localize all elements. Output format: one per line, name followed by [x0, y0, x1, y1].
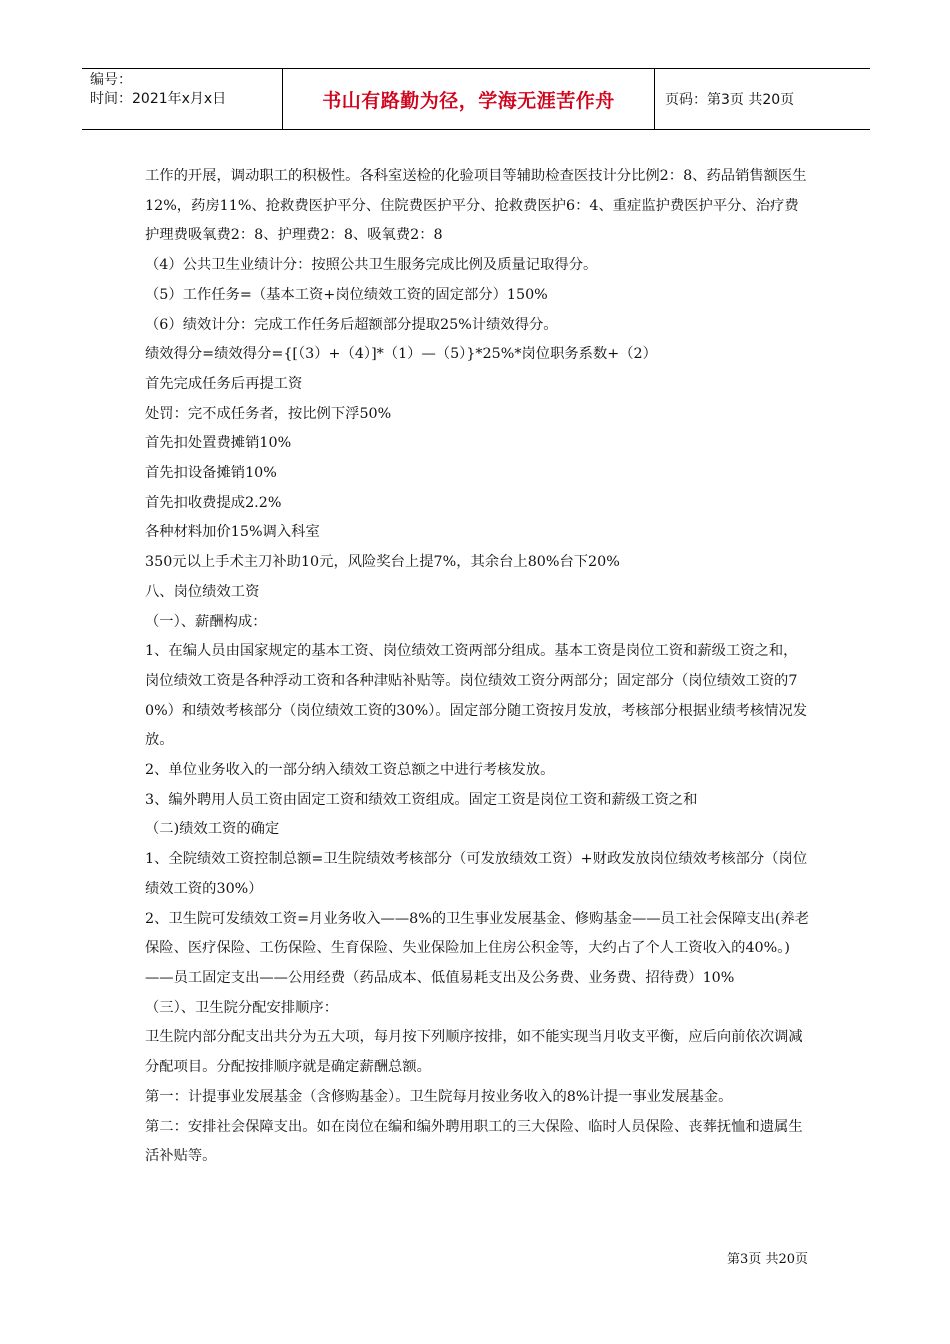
paragraph: （6）绩效计分：完成工作任务后超额部分提取25%计绩效得分。	[145, 316, 558, 333]
paragraph: 首先扣处置费摊销10%	[145, 435, 292, 452]
paragraph: 卫生院内部分配支出共分为五大项，每月按下列顺序按排，如不能实现当月收支平衡，应后向前依次调减分配项目。分配按排顺序就是确定薪酬总额。	[145, 1029, 803, 1076]
page-footer-number: 第3页 共20页	[727, 1252, 808, 1267]
paragraph: 第二：安排社会保障支出。如在岗位在编和编外聘用职工的三大保险、临时人员保险、丧葬抚恤和遗属生活补贴等。	[145, 1118, 803, 1165]
document-number-label: 编号：	[90, 72, 132, 88]
paragraph: 2、卫生院可发绩效工资=月业务收入——8%的卫生事业发展基金、修购基金——员工社会保障支出(养老保险、医疗保险、工伤保险、生育保险、失业保险加上住房公积金等，大约占了个人工资收入的40%。)——员工固定支出——公用经费（药品成本、低值易耗支出及公务费、业务费、招待费）10%	[145, 910, 810, 986]
paragraph: 3、编外聘用人员工资由固定工资和绩效工资组成。固定工资是岗位工资和薪级工资之和	[145, 791, 698, 808]
paragraph: 首先扣收费提成2.2%	[145, 494, 282, 511]
paragraph: 各种材料加价15%调入科室	[145, 524, 320, 541]
paragraph: 2、单位业务收入的一部分纳入绩效工资总额之中进行考核发放。	[145, 762, 555, 779]
subsection-heading: （三）、卫生院分配安排顺序：	[145, 999, 339, 1016]
paragraph: 350元以上手术主刀补助10元，风险奖台上提7%，其余台上80%台下20%	[145, 554, 620, 571]
page-header	[82, 68, 870, 130]
paragraph: 绩效得分=绩效得分={[（3）+（4）]*（1）—（5）}*25%*岗位职务系数+（2）	[145, 346, 657, 363]
paragraph: 首先完成任务后再提工资	[145, 375, 303, 392]
paragraph: 处罚：完不成任务者，按比例下浮50%	[145, 405, 392, 422]
document-body	[145, 162, 810, 1172]
paragraph: 工作的开展，调动职工的积极性。各科室送检的化验项目等辅助检查医技计分比例2：8、药品销售额医生12%，药房11%、抢救费医护平分、住院费医护平分、抢救费医护6：4、重症监护费医护平分、治疗费护理费吸氧费2：8、护理费2：8、吸氧费2：8	[145, 168, 807, 244]
paragraph: 第一：计提事业发展基金（含修购基金）。卫生院每月按业务收入的8%计提一事业发展基金。	[145, 1088, 733, 1105]
paragraph: （5）工作任务=（基本工资+岗位绩效工资的固定部分）150%	[145, 286, 548, 303]
header-motto: 书山有路勤为径，学海无涯苦作舟	[282, 69, 655, 129]
paragraph: 1、全院绩效工资控制总额=卫生院绩效考核部分（可发放绩效工资）+财政发放岗位绩效考核部分（岗位绩效工资的30%）	[145, 851, 808, 897]
subsection-heading: （二)绩效工资的确定	[145, 821, 280, 838]
header-left-cell	[82, 69, 282, 129]
header-page-info: 页码：第3页 共20页	[665, 92, 795, 108]
paragraph: （4）公共卫生业绩计分：按照公共卫生服务完成比例及质量记取得分。	[145, 257, 598, 274]
subsection-heading: （一）、薪酬构成：	[145, 613, 267, 630]
document-time-label: 时间：2021年x月x日	[90, 91, 227, 107]
section-heading: 八、岗位绩效工资	[145, 583, 260, 600]
paragraph: 1、在编人员由国家规定的基本工资、岗位绩效工资两部分组成。基本工资是岗位工资和薪级工资之和，岗位绩效工资是各种浮动工资和各种津贴补贴等。岗位绩效工资分两部分；固定部分（岗位绩效工资的70%）和绩效考核部分（岗位绩效工资的30%）。固定部分随工资按月发放，考核部分根据业绩考核情况发放。	[145, 643, 808, 749]
paragraph: 首先扣设备摊销10%	[145, 465, 277, 482]
